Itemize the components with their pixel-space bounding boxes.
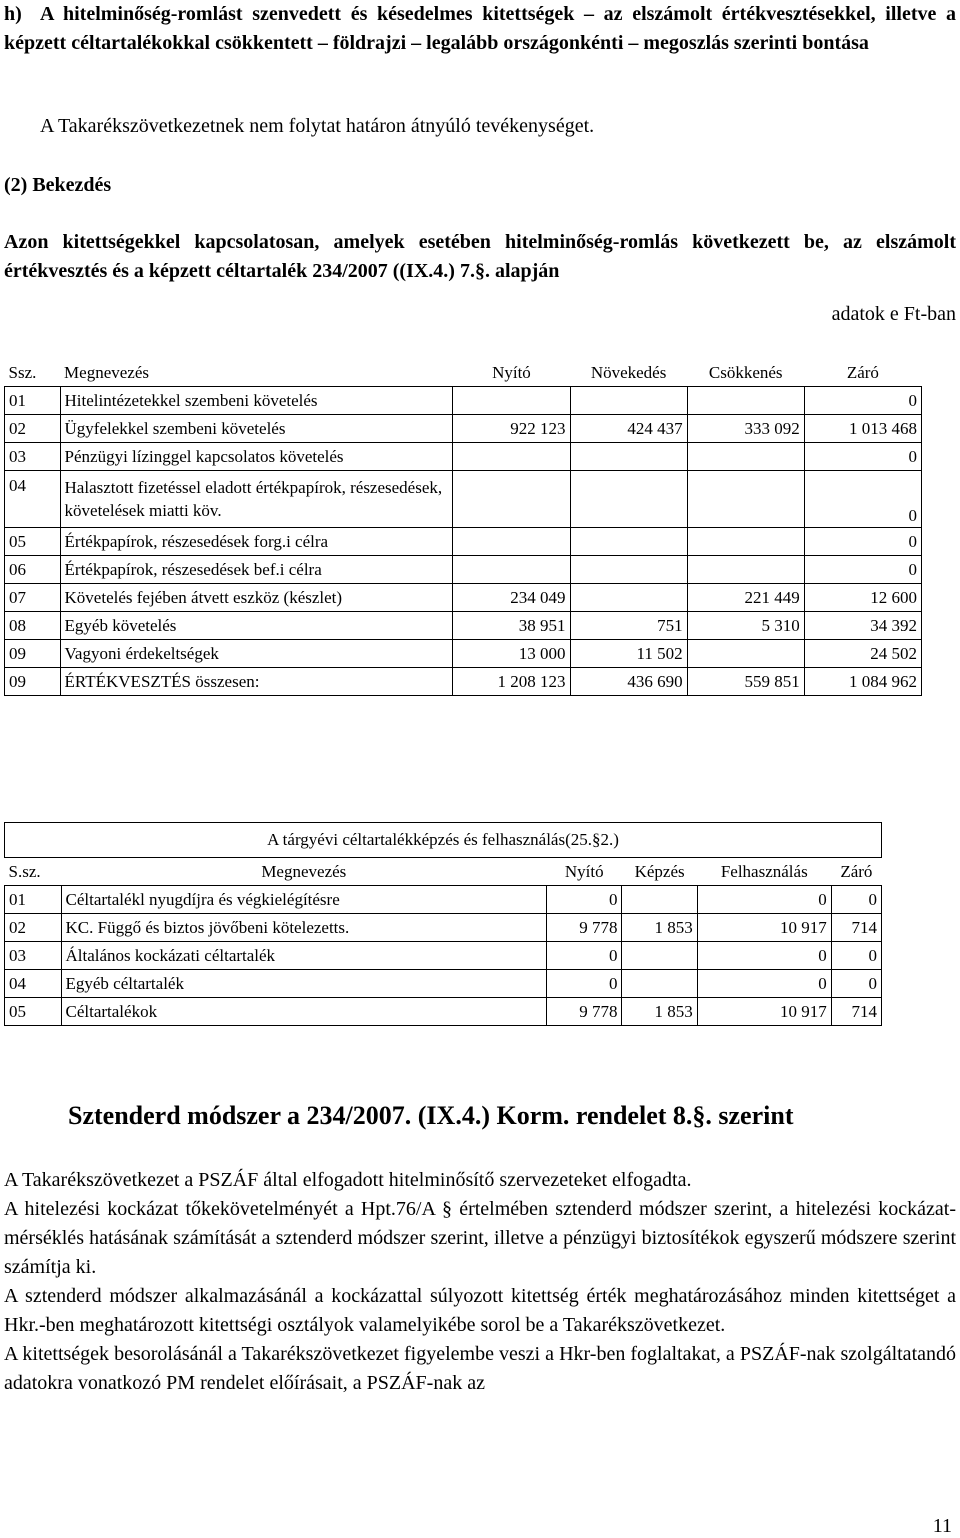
page-number: 11: [932, 1515, 952, 1537]
row-close: 0: [804, 443, 921, 471]
row-ssz: 05: [5, 528, 61, 556]
unit-note: adatok e Ft-ban: [831, 303, 956, 325]
table-row: [5, 668, 922, 696]
row-open: 0: [547, 942, 622, 970]
table-row: [5, 640, 922, 668]
row-open: 0: [547, 886, 622, 914]
table-row: [5, 528, 922, 556]
table-row: [5, 970, 882, 998]
row-ssz: 04: [5, 471, 61, 528]
header-close: Záró: [831, 858, 881, 886]
row-ssz: 05: [5, 998, 62, 1026]
header-form: Képzés: [622, 858, 697, 886]
row-close: 0: [804, 556, 921, 584]
row-inc: 751: [570, 612, 687, 640]
body-paragraph: A hitelezési kockázat tőkekövetelményét a Hpt.76/A § értelmében sztenderd módszer szerint, a hitelezési kockázat-mérséklés hatásának számítását a sztenderd módszer szerint, illetve a pénzügyi biztosítékok egyszerű módszere szerint számítja ki.: [4, 1198, 956, 1278]
row-close: 34 392: [804, 612, 921, 640]
row-open: 234 049: [453, 584, 570, 612]
row-name: Értékpapírok, részesedések forg.i célra: [60, 528, 453, 556]
row-close: 0: [804, 387, 921, 415]
header-use: Felhasználás: [697, 858, 831, 886]
row-ssz: 02: [5, 914, 62, 942]
row-dec: [687, 471, 804, 528]
row-dec: [687, 528, 804, 556]
paragraph2-title: (2) Bekezdés: [4, 174, 112, 196]
row-dec: [687, 640, 804, 668]
row-dec: 333 092: [687, 415, 804, 443]
table-row: [5, 443, 922, 471]
table-row: [5, 415, 922, 443]
row-close: 0: [804, 528, 921, 556]
row-open: 0: [547, 970, 622, 998]
header-ssz: S.sz.: [5, 858, 62, 886]
row-dec: 221 449: [687, 584, 804, 612]
section2-title: Sztenderd módszer a 234/2007. (IX.4.) Korm. rendelet 8.§. szerint: [68, 1101, 794, 1130]
row-form: [622, 942, 697, 970]
row-open: 922 123: [453, 415, 570, 443]
header-dec: Csökkenés: [687, 359, 804, 387]
row-open: 1 208 123: [453, 668, 570, 696]
row-form: [622, 970, 697, 998]
row-use: 10 917: [697, 998, 831, 1026]
row-inc: [570, 556, 687, 584]
table-row: [5, 584, 922, 612]
row-ssz: 09: [5, 640, 61, 668]
row-ssz: 07: [5, 584, 61, 612]
row-name: Értékpapírok, részesedések bef.i célra: [60, 556, 453, 584]
row-name: Egyéb céltartalék: [61, 970, 547, 998]
row-form: 1 853: [622, 998, 697, 1026]
row-use: 0: [697, 970, 831, 998]
row-inc: [570, 387, 687, 415]
row-ssz: 06: [5, 556, 61, 584]
row-open: [453, 387, 570, 415]
row-close: 714: [831, 998, 881, 1026]
intro-text: A Takarékszövetkezetnek nem folytat határon átnyúló tevékenységet.: [40, 115, 595, 137]
row-form: [622, 886, 697, 914]
row-name: Követelés fejében átvett eszköz (készlet): [60, 584, 453, 612]
header-name: Megnevezés: [61, 858, 547, 886]
paragraph2-text: Azon kitettségekkel kapcsolatosan, amelyek esetében hitelminőség-romlás következett be, az elszámolt értékvesztés és a képzett céltartalék 234/2007 ((IX.4.) 7.§. alapján: [4, 231, 956, 282]
row-name: Hitelintézetekkel szembeni követelés: [60, 387, 453, 415]
table-caption-row: [5, 823, 882, 858]
row-open: 38 951: [453, 612, 570, 640]
body-paragraph: A Takarékszövetkezet a PSZÁF által elfogadott hitelminősítő szervezeteket elfogadta.: [4, 1169, 692, 1191]
row-open: 9 778: [547, 998, 622, 1026]
row-ssz: 03: [5, 443, 61, 471]
row-close: 0: [831, 970, 881, 998]
row-open: [453, 443, 570, 471]
row-open: 9 778: [547, 914, 622, 942]
row-form: 1 853: [622, 914, 697, 942]
row-inc: 436 690: [570, 668, 687, 696]
table-row: [5, 612, 922, 640]
row-name: KC. Függő és biztos jövőbeni kötelezetts.: [61, 914, 547, 942]
row-inc: [570, 471, 687, 528]
section-h-heading: [4, 0, 956, 58]
section-h-title: A hitelminőség-romlást szenvedett és késedelmes kitettségek – az elszámolt értékvesztésekkel, illetve a képzett céltartalékokkal csökkentett – földrajzi – legalább országonkénti – megoszlás szerinti bontása: [4, 3, 956, 54]
row-close: 0: [831, 942, 881, 970]
row-dec: 5 310: [687, 612, 804, 640]
row-dec: [687, 556, 804, 584]
table-header-row: [5, 858, 882, 886]
provision-table: [4, 822, 882, 1026]
row-name: Általános kockázati céltartalék: [61, 942, 547, 970]
body-text: [4, 1166, 956, 1398]
header-name: Megnevezés: [60, 359, 453, 387]
row-ssz: 09: [5, 668, 61, 696]
table-row: [5, 556, 922, 584]
row-close: 1 084 962: [804, 668, 921, 696]
row-ssz: 01: [5, 387, 61, 415]
row-name: Céltartalékok: [61, 998, 547, 1026]
table-row: [5, 471, 922, 528]
body-paragraph: A sztenderd módszer alkalmazásánál a kockázattal súlyozott kitettség érték meghatározásához minden kitettséget a Hkr.-ben meghatározott kitettségi osztályok valamelyikébe sorol be a Takarékszövetkezet.: [4, 1285, 956, 1336]
row-inc: 11 502: [570, 640, 687, 668]
row-ssz: 01: [5, 886, 62, 914]
row-close: 1 013 468: [804, 415, 921, 443]
table-row: [5, 387, 922, 415]
impairment-table: [4, 359, 922, 696]
row-ssz: 04: [5, 970, 62, 998]
header-inc: Növekedés: [570, 359, 687, 387]
row-ssz: 03: [5, 942, 62, 970]
row-close: 0: [831, 886, 881, 914]
row-name: Pénzügyi lízinggel kapcsolatos követelés: [60, 443, 453, 471]
row-inc: [570, 528, 687, 556]
row-inc: 424 437: [570, 415, 687, 443]
row-name: Céltartalékl nyugdíjra és végkielégítésre: [61, 886, 547, 914]
header-ssz: Ssz.: [5, 359, 61, 387]
row-open: [453, 528, 570, 556]
section-h-label: h): [4, 3, 22, 25]
row-use: 10 917: [697, 914, 831, 942]
table-row: [5, 914, 882, 942]
row-name: Egyéb követelés: [60, 612, 453, 640]
row-name: Vagyoni érdekeltségek: [60, 640, 453, 668]
body-paragraph: A kitettségek besorolásánál a Takarékszövetkezet figyelembe veszi a Hkr-ben foglaltakat, a PSZÁF-nak szolgáltatandó adatokra vonatkozó PM rendelet előírásait, a PSZÁF-nak az: [4, 1343, 956, 1394]
row-dec: [687, 443, 804, 471]
row-inc: [570, 584, 687, 612]
row-dec: 559 851: [687, 668, 804, 696]
row-use: 0: [697, 942, 831, 970]
row-open: 13 000: [453, 640, 570, 668]
header-open: Nyító: [453, 359, 570, 387]
row-name: Ügyfelekkel szembeni követelés: [60, 415, 453, 443]
row-close: 24 502: [804, 640, 921, 668]
row-close: 12 600: [804, 584, 921, 612]
row-inc: [570, 443, 687, 471]
table-row: [5, 942, 882, 970]
table-header-row: [5, 359, 922, 387]
row-ssz: 08: [5, 612, 61, 640]
row-open: [453, 471, 570, 528]
row-name: ÉRTÉKVESZTÉS összesen:: [60, 668, 453, 696]
table-row: [5, 998, 882, 1026]
row-close: 0: [804, 471, 921, 528]
row-dec: [687, 387, 804, 415]
table-caption: A tárgyévi céltartalékképzés és felhasználás(25.§2.): [5, 823, 882, 858]
header-close: Záró: [804, 359, 921, 387]
row-use: 0: [697, 886, 831, 914]
table-row: [5, 886, 882, 914]
row-ssz: 02: [5, 415, 61, 443]
row-close: 714: [831, 914, 881, 942]
row-name: Halasztott fizetéssel eladott értékpapírok, részesedések, követelések miatti köv.: [60, 471, 453, 528]
row-open: [453, 556, 570, 584]
header-open: Nyító: [547, 858, 622, 886]
